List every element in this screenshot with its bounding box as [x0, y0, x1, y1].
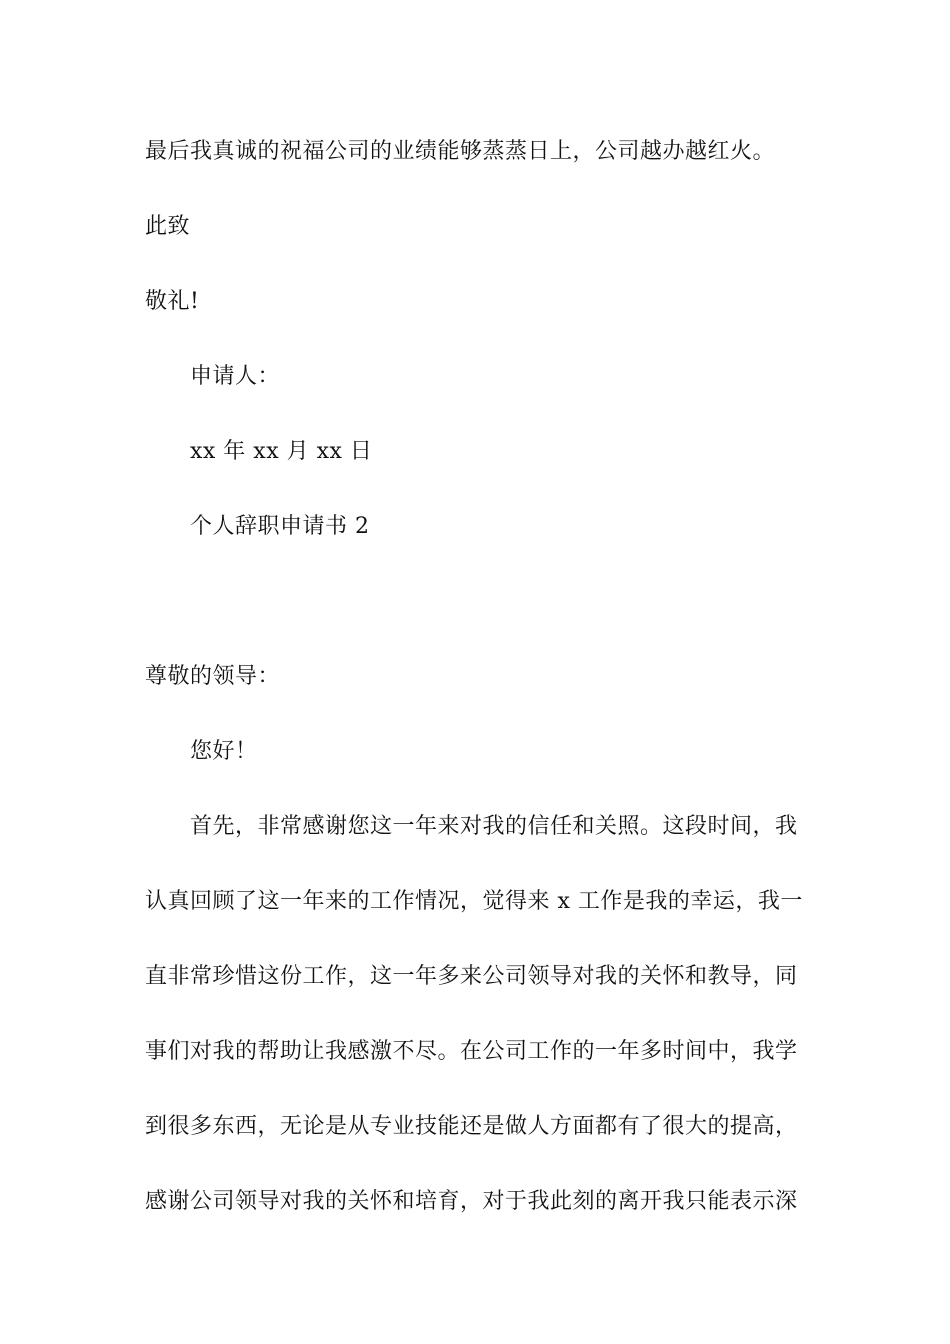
body-line: 感谢公司领导对我的关怀和培育，对于我此刻的离开我只能表示深 — [145, 1189, 798, 1214]
body-line: 直非常珍惜这份工作，这一年多来公司领导对我的关怀和教导，同 — [145, 964, 798, 989]
body-line: 认真回顾了这一年来的工作情况，觉得来 x 工作是我的幸运，我一 — [145, 889, 803, 914]
salutation-jingli: 敬礼! — [145, 289, 200, 314]
applicant-label: 申请人： — [190, 364, 281, 389]
body-line: 事们对我的帮助让我感激不尽。在公司工作的一年多时间中，我学 — [145, 1039, 798, 1064]
date-line: xx 年 xx 月 xx 日 — [190, 439, 373, 464]
salutation-cizhi: 此致 — [145, 214, 191, 239]
body-line: 首先，非常感谢您这一年来对我的信任和关照。这段时间，我 — [190, 814, 798, 839]
body-line: 到很多东西，无论是从专业技能还是做人方面都有了很大的提高， — [145, 1114, 798, 1139]
section-title: 个人辞职申请书 2 — [190, 514, 370, 539]
letter-greeting: 您好！ — [190, 739, 258, 764]
letter-recipient: 尊敬的领导： — [145, 664, 281, 689]
closing-wish: 最后我真诚的祝福公司的业绩能够蒸蒸日上，公司越办越红火。 — [145, 139, 776, 164]
